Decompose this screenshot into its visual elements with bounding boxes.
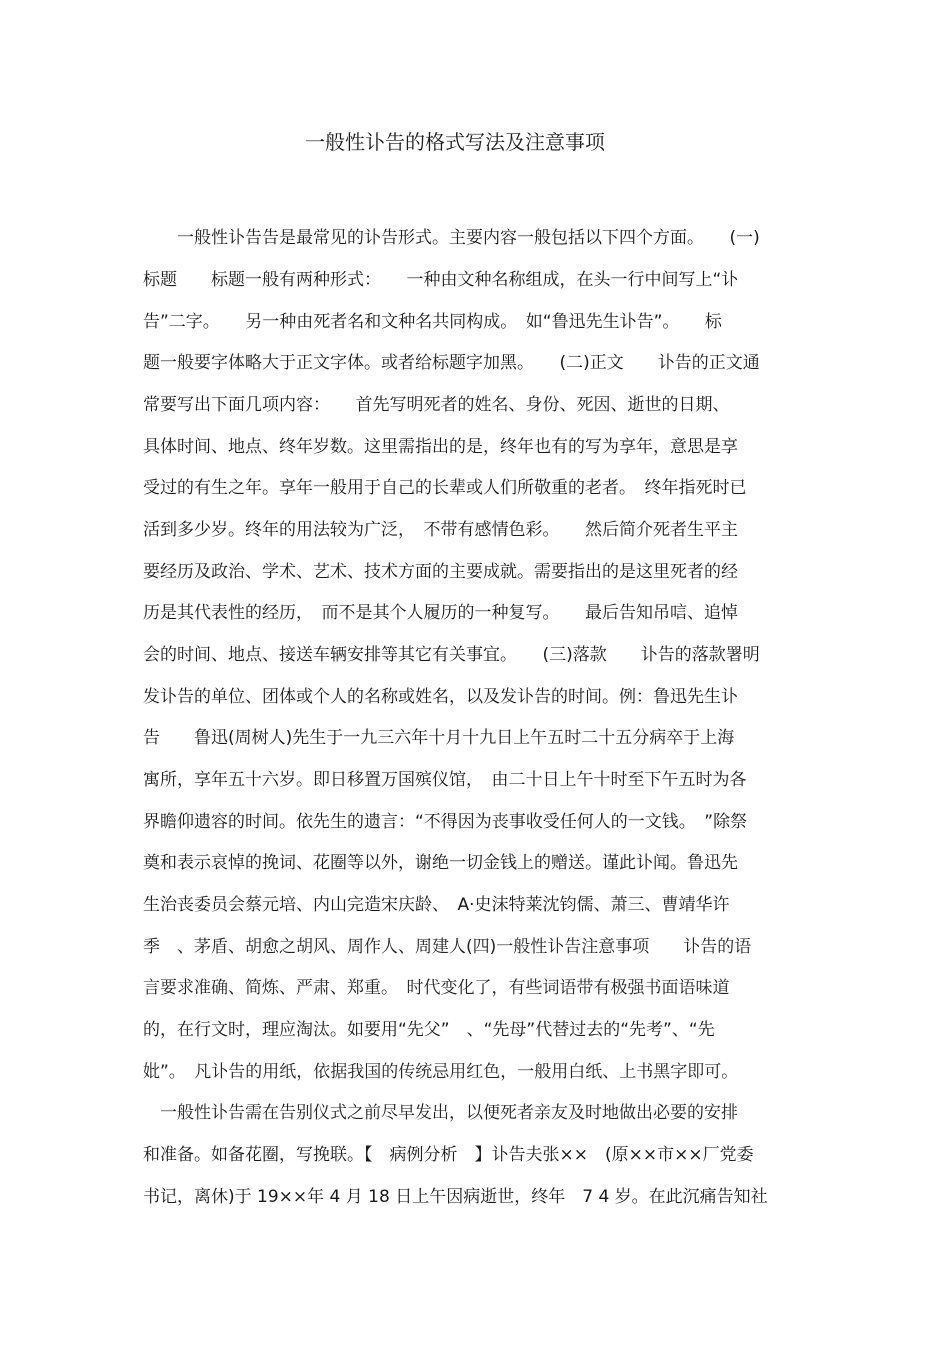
body-line: 的，在行文时，理应淘汰。如要用“先父” 、“先母”代替过去的“先考”、“先 (143, 1020, 715, 1040)
body-line: 一般性讣告需在告别仪式之前尽早发出，以便死者亲友及时地做出必要的安排 (143, 1103, 738, 1123)
body-line: 和准备。如备花圈，写挽联。【 病例分析 】讣告夫张×× (原××市××厂党委 (143, 1145, 754, 1165)
body-line: 标题 标题一般有两种形式： 一种由文种名称组成，在头一行中间写上“讣 (143, 270, 739, 290)
body-line: 季 、茅盾、胡愈之胡风、周作人、周建人(四)一般性讣告注意事项 讣告的语 (143, 937, 752, 957)
body-line: 妣”。 凡讣告的用纸，依据我国的传统忌用红色，一般用白纸、上书黑字即可。 (143, 1062, 739, 1082)
body-line: 告”二字。 另一种由死者名和文种名共同构成。 如“鲁迅先生讣告”。 标 (143, 312, 722, 332)
body-line: 具体时间、地点、终年岁数。这里需指出的是，终年也有的写为享年，意思是享 (143, 437, 738, 457)
body-line: 生治丧委员会蔡元培、内山完造宋庆龄、 A·史沫特莱沈钧儒、萧三、曹靖华许 (143, 895, 730, 915)
body-line: 会的时间、地点、接送车辆安排等其它有关事宜。 (三)落款 讣告的落款署明 (143, 645, 760, 665)
body-line: 寓所，享年五十六岁。即日移置万国殡仪馆， 由二十日上午十时至下午五时为各 (143, 770, 747, 790)
body-line: 活到多少岁。终年的用法较为广泛， 不带有感情色彩。 然后简介死者生平主 (143, 520, 738, 540)
document-title: 一般性讣告的格式写法及注意事项 (305, 130, 605, 154)
body-line: 历是其代表性的经历， 而不是其个人履历的一种复写。 最后告知吊唁、追悼 (143, 603, 738, 623)
body-line: 言要求准确、简炼、严肃、郑重。 时代变化了，有些词语带有极强书面语味道 (143, 978, 730, 998)
body-line: 界瞻仰遗容的时间。依先生的遗言：“不得因为丧事收受任何人的一文钱。 ”除祭 (143, 812, 748, 832)
body-line: 题一般要字体略大于正文字体。或者给标题字加黑。 (二)正文 讣告的正文通 (143, 353, 760, 373)
body-line: 一般性讣告告是最常见的讣告形式。主要内容一般包括以下四个方面。 (一) (143, 228, 760, 248)
body-line: 要经历及政治、学术、艺术、技术方面的主要成就。需要指出的是这里死者的经 (143, 562, 738, 582)
body-line: 奠和表示哀悼的挽词、花圈等以外，谢绝一切金钱上的赠送。谨此讣闻。鲁迅先 (143, 853, 738, 873)
body-line: 发讣告的单位、团体或个人的名称或姓名，以及发讣告的时间。例：鲁迅先生讣 (143, 687, 738, 707)
body-line: 常要写出下面几项内容： 首先写明死者的姓名、身份、死因、逝世的日期、 (143, 395, 730, 415)
body-line: 书记，离休)于 19××年 4 月 18 日上午因病逝世，终年 7 4 岁。在此沉痛告知社 (143, 1187, 768, 1207)
body-line: 受过的有生之年。享年一般用于自己的长辈或人们所敬重的老者。 终年指死时已 (143, 478, 747, 498)
body-line: 告 鲁迅(周树人)先生于一九三六年十月十九日上午五时二十五分病卒于上海 (143, 728, 735, 748)
